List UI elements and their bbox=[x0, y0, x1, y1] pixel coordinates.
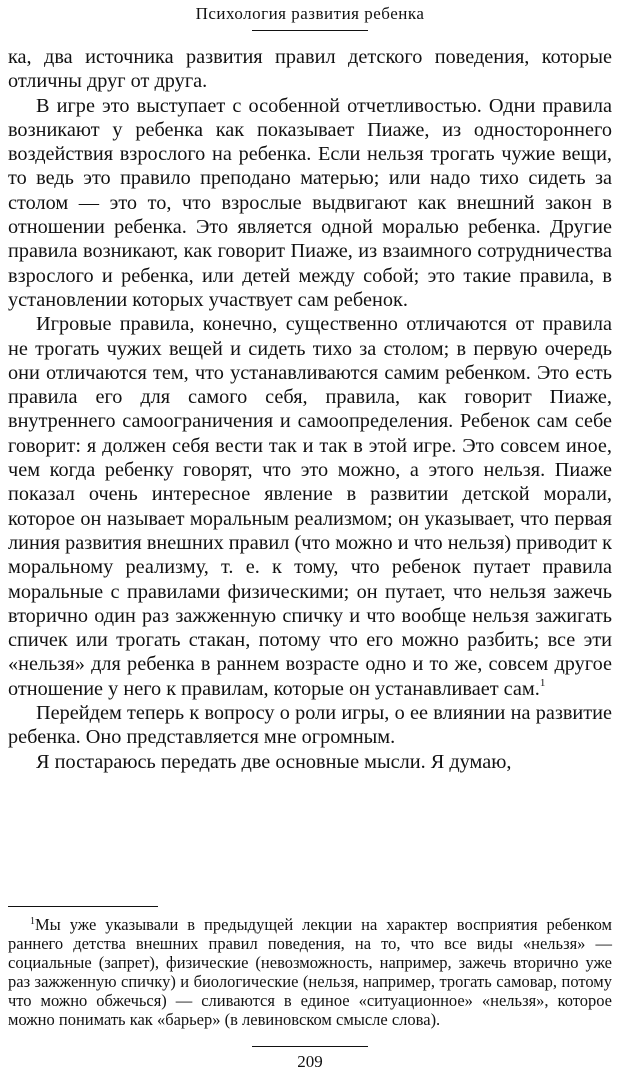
footnote-reference: 1 bbox=[539, 676, 546, 689]
footnote-marker: 1 bbox=[30, 916, 35, 927]
page-number: 209 bbox=[297, 1052, 323, 1071]
running-title: Психология развития ребенка bbox=[195, 4, 425, 23]
footer-rule bbox=[252, 1046, 368, 1047]
footnote bbox=[8, 915, 612, 1029]
paragraph-5: Я постараюсь передать две основные мысли. Я думаю, bbox=[36, 750, 512, 773]
paragraph-1: ка, два источника развития правил детского поведения, которые отличны друг от друга. bbox=[8, 46, 612, 93]
paragraph-3 bbox=[8, 312, 612, 701]
body-text bbox=[8, 45, 612, 774]
header-rule bbox=[252, 30, 368, 31]
paragraph-3-text: Игровые правила, конечно, существенно отличаются от правила не трогать чужих вещей и сидеть тихо за столом; в первую очередь они отличаются тем, что устанавливаются самим ребенком. Это есть правила его для самого себя, правила, как говорит Пиаже, внутреннего самоограничения и самоопределения. Ребенок сам себе говорит: я должен себя вести так и так в этой игре. Это совсем иное, чем когда ребенку говорят, что это можно, а этого нельзя. Пиаже показал очень интересное явление в развитии детской морали, которое он называет моральным реализмом; он указывает, что первая линия развития внешних правил (что можно и что нельзя) приводит к моральному реализму, т. е. к тому, что ребенок путает правила моральные с правилами физическими; он путает, что нельзя зажечь вторично один раз зажженную спичку и что вообще нельзя зажигать спичек или трогать стакан, потому что его можно разбить; все эти «нельзя» для ребенка в раннем возрасте одно и то же, совсем другое отношение у него к правилам, которые он устанавливает сам. bbox=[8, 313, 612, 700]
paragraph-4: Перейдем теперь к вопросу о роли игры, о ее влиянии на развитие ребенка. Оно представляется мне огромным. bbox=[8, 702, 612, 749]
footnote-rule bbox=[8, 906, 158, 907]
footnote-text: Мы уже указывали в предыдущей лекции на характер восприятия ребенком раннего детства внешних правил поведения, на то, что все виды «нельзя» — социальные (запрет), физические (невозможность, например, зажечь вторично уже раз зажженную спичку) и биологические (нельзя, например, трогать самовар, потому что можно обжечься) — сливаются в единое «ситуационное» «нельзя», которое можно понимать как «барьер» (в левиновском смысле слова). bbox=[8, 915, 612, 1029]
paragraph-2: В игре это выступает с особенной отчетливостью. Одни правила возникают у ребенка как показывает Пиаже, из одностороннего воздействия взрослого на ребенка. Если нельзя трогать чужие вещи, то ведь это правило преподано матерью; или надо тихо сидеть за столом — это то, что взрослые выдвигают как внешний закон в отношении ребенка. Это является одной моралью ребенка. Другие правила возникают, как говорит Пиаже, из взаимного сотрудничества взрослого и ребенка, или детей между собой; это такие правила, в установлении которых участвует сам ребенок. bbox=[8, 94, 612, 311]
